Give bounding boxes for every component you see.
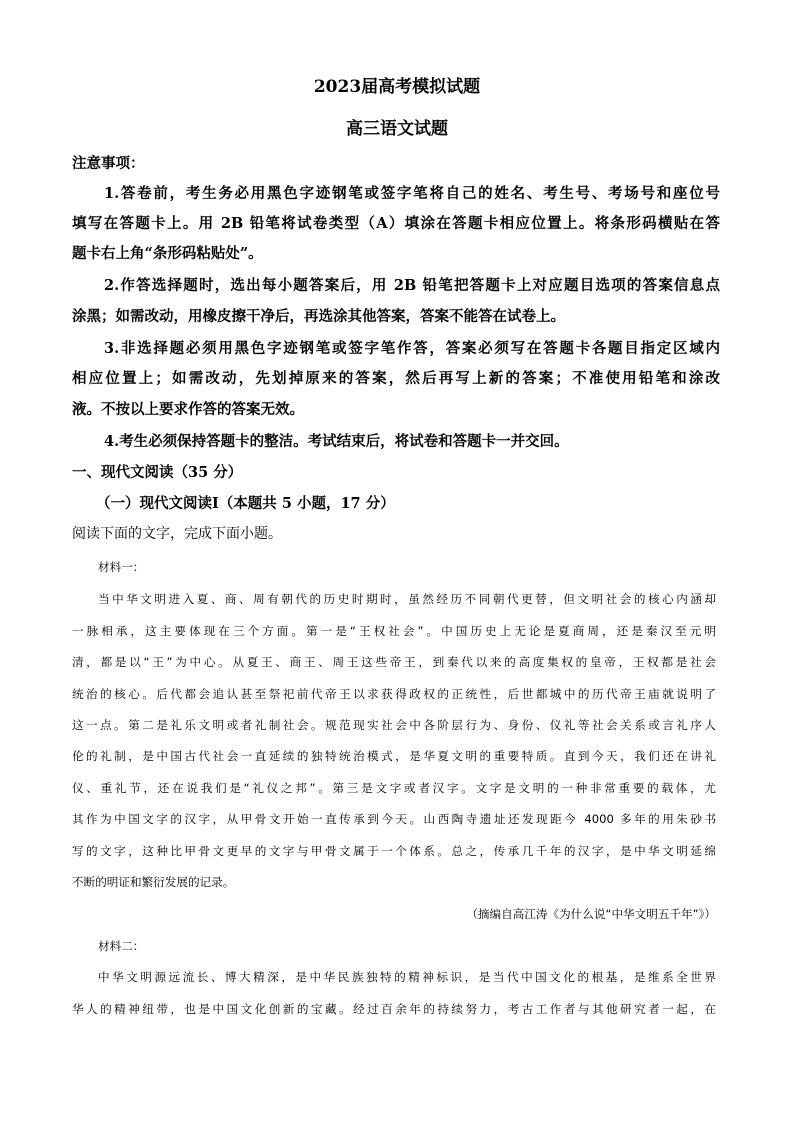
notice-line: 2.作答选择题时，选出每小题答案后，用 2B 铅笔把答题卡上对应题目选项的答案信息点	[104, 277, 720, 294]
material2-label: 材料二：	[98, 939, 145, 953]
notice-line: 4.考生必须保持答题卡的整洁。考试结束后，将试卷和答题卡一并交回。	[104, 433, 569, 450]
material2-line: 华人的精神纽带，也是中国文化创新的宝藏。经过百余年的持续努力，考古工作者与其他研究者一起，在	[72, 1002, 716, 1016]
exam-subtitle: 高三语文试题	[346, 119, 448, 139]
material1-line: 其作为中国文字的汉字，从甲骨文开始一直传承到今天。山西陶寺遗址还发现距今 4000 多年的用朱砂书	[72, 812, 716, 826]
notice-line: 涂黑；如需改动，用橡皮擦干净后，再选涂其他答案，答案不能答在试卷上。	[72, 308, 565, 325]
notice-line: 液。不按以上要求作答的答案无效。	[72, 401, 304, 418]
notice-line: 题卡右上角“条形码粘贴处”。	[72, 245, 263, 262]
section-instruction: 阅读下面的文字，完成下面小题。	[72, 526, 282, 542]
material1-line: 不断的明证和繁衍发展的记录。	[72, 875, 235, 889]
material1-source: （摘编自高江涛《为什么说“中华文明五千年”》）	[466, 907, 716, 921]
material2-line: 中华文明源远流长、博大精深，是中华民族独特的精神标识，是当代中国文化的根基，是维系全世界	[98, 970, 716, 984]
material1-line: 当中华文明进入夏、商、周有朝代的历史时期时，虽然经历不同朝代更替，但文明社会的核心内涵却	[98, 592, 716, 606]
notice-line: 1.答卷前，考生务必用黑色字迹钢笔或签字笔将自己的姓名、考生号、考场号和座位号	[104, 185, 720, 202]
notice-line: 相应位置上；如需改动，先划掉原来的答案，然后再写上新的答案；不准使用铅笔和涂改	[72, 370, 720, 387]
material1-line: 仪、重礼节，还在说我们是“礼仪之邦”。第三是文字或者汉字。文字是文明的一种非常重要的载体，尤	[72, 781, 716, 795]
section-subheading: （一）现代文阅读Ⅰ（本题共 5 小题，17 分）	[96, 495, 395, 512]
material1-line: 清，都是以“王”为中心。从夏王、商王、周王这些帝王，到秦代以来的高度集权的皇帝，王权都是社会	[72, 655, 716, 669]
notice-line: 填写在答题卡上。用 2B 铅笔将试卷类型（A）填涂在答题卡相应位置上。将条形码横贴在答	[72, 215, 720, 232]
notice-line: 3.非选择题必须用黑色字迹钢笔或签字笔作答，答案必须写在答题卡各题目指定区域内	[104, 340, 720, 357]
material1-label: 材料一：	[98, 560, 145, 574]
notice-heading: 注意事项：	[72, 155, 145, 172]
material1-line: 写的文字，这种比甲骨文更早的文字与甲骨文属于一个体系。总之，传承几千年的汉字，是中华文明延绵	[72, 844, 716, 858]
material1-line: 一脉相承，这主要体现在三个方面。第一是“王权社会”。中国历史上无论是夏商周，还是秦汉至元明	[72, 624, 716, 638]
material1-line: 伦的礼制，是中国古代社会一直延续的独特统治模式，是华夏文明的重要特质。直到今天，我们还在讲礼	[72, 749, 716, 763]
material1-line: 统治的核心。后代都会追认甚至祭祀前代帝王以求获得政权的正统性，后世都城中的历代帝王庙就说明了	[72, 687, 716, 701]
exam-title: 2023届高考模拟试题	[313, 77, 481, 97]
section-heading: 一、现代文阅读（35 分）	[72, 464, 243, 481]
material1-line: 这一点。第二是礼乐文明或者礼制社会。规范现实社会中各阶层行为、身份、仪礼等社会关系或言礼序人	[72, 718, 716, 732]
